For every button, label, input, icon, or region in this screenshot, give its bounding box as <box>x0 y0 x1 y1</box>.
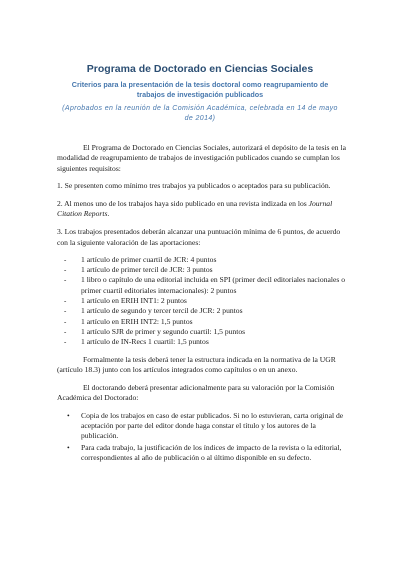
list-item: - 1 artículo de primer cuartil de JCR: 4 puntos <box>81 255 347 265</box>
list-item: • Copia de los trabajos en caso de estar publicados. Si no lo estuvieran, carta original de aceptación por parte del editor donde haga constar el título y los autores de la publicación. <box>81 411 347 442</box>
list-item: • Para cada trabajo, la justificación de los índices de impacto de la revista o la editorial, correspondientes al año de publicación o al último disponible en su defecto. <box>81 443 347 464</box>
requirement-2-suffix: . <box>107 209 110 219</box>
list-item: - 1 artículo de segundo y tercer tercil de JCR: 2 puntos <box>81 306 347 316</box>
list-item: - 1 artículo en ERIH INT1: 2 puntos <box>81 296 347 306</box>
document-subtitle: Criterios para la presentación de la tesis doctoral como reagrupamiento de trabajos de investigación publicados <box>71 80 329 99</box>
list-item: - 1 artículo de IN-Recs 1 cuartil: 1,5 puntos <box>81 337 347 347</box>
intro-paragraph: El Programa de Doctorado en Ciencias Sociales, autorizará el depósito de la tesis en la modalidad de reagrupamiento de trabajos de investigación publicados cuando se cumplan los siguientes requisitos: <box>57 143 346 173</box>
score-list <box>57 255 347 348</box>
page-title: Programa de Doctorado en Ciencias Sociales <box>86 63 314 75</box>
requirement-3: 3. Los trabajos presentados deberán alcanzar una puntuación mínima de 6 puntos, de acuerdo con la siguiente valoración de las aportaciones: <box>57 227 341 247</box>
structure-paragraph: Formalmente la tesis deberá tener la estructura indicada en la normativa de la UGR (artículo 18.3) junto con los artículos integrados como capítulos o en un anexo. <box>57 355 336 375</box>
list-item: - 1 artículo SJR de primer y segundo cuartil: 1,5 puntos <box>81 327 347 337</box>
list-item: - 1 artículo en ERIH INT2: 1,5 puntos <box>81 317 347 327</box>
document-body <box>57 143 347 464</box>
journal-name: Journal Citation Reports <box>57 199 333 219</box>
list-item: - 1 libro o capítulo de una editorial incluida en SPI (primer decil editoriales nacionales o primer cuartil editoriales internacionales): 2 puntos <box>81 275 347 296</box>
approval-note: (Aprobados en la reunión de la Comisión Académica, celebrada en 14 de mayo de 2014) <box>62 105 338 122</box>
additional-intro-paragraph: El doctorando deberá presentar adicionalmente para su valoración por la Comisión Académica del Doctorado: <box>57 383 335 403</box>
requirement-2-text: 2. Al menos uno de los trabajos haya sido publicado en una revista indizada en los <box>57 199 309 209</box>
list-item: - 1 artículo de primer tercil de JCR: 3 puntos <box>81 265 347 275</box>
additional-list <box>57 411 347 463</box>
requirement-1: 1. Se presenten como mínimo tres trabajos ya publicados o aceptados para su publicación. <box>57 181 331 191</box>
requirement-2 <box>57 199 347 220</box>
